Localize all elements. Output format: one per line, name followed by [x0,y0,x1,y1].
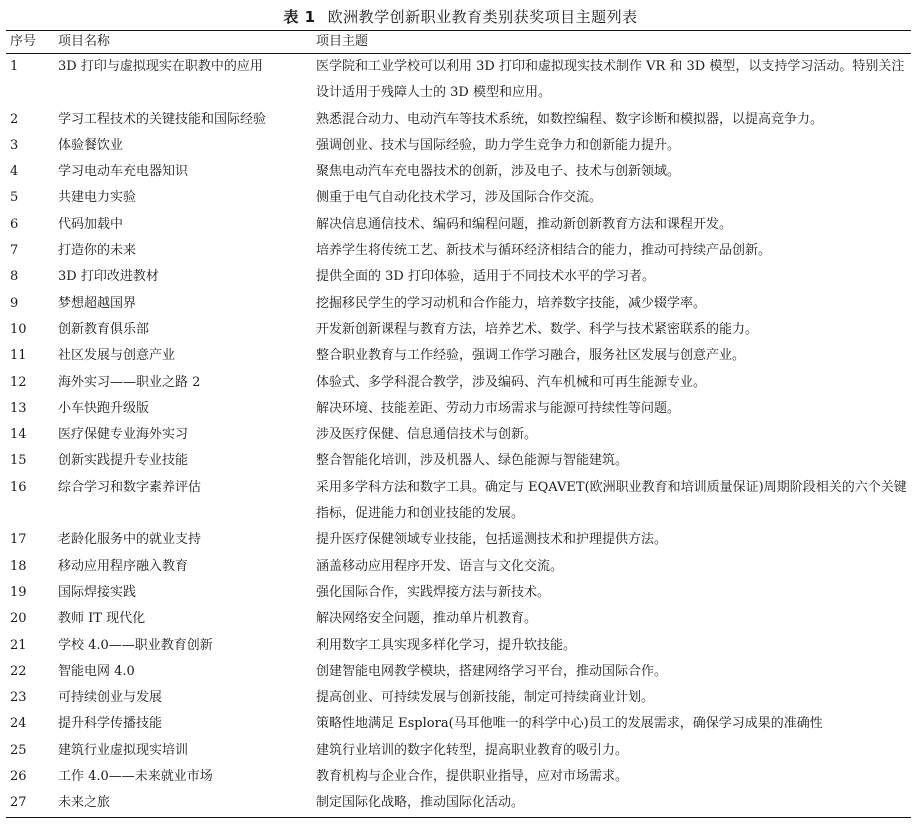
row-project-name: 智能电网 4.0 [58,663,135,679]
table-row [6,422,911,448]
row-project-name: 3D 打印与虚拟现实在职教中的应用 [58,59,263,74]
row-project-theme: 解决网络安全问题，推动单片机教育。 [316,611,538,627]
row-project-name: 创新教育俱乐部 [58,321,150,337]
table-row [6,396,911,422]
table-row [6,212,911,238]
row-project-theme: 提升医疗保健领域专业技能，包括遥测技术和护理提供方法。 [316,532,668,548]
row-project-name: 学校 4.0——职业教育创新 [58,637,213,653]
row-index: 23 [10,690,27,706]
header-project-theme: 项目主题 [316,31,911,54]
row-project-name: 小车快跑升级版 [58,400,150,416]
row-project-name: 未来之旅 [58,790,316,817]
row-project-theme: 侧重于电气自动化技术学习，涉及国际合作交流。 [316,190,603,206]
table-row [6,107,911,133]
row-project-theme: 开发新创新课程与教育方法，培养艺术、数学、科学与技术紧密联系的能力。 [316,321,759,337]
table-row [6,475,911,528]
row-project-name: 社区发展与创意产业 [58,348,176,364]
row-project-theme: 提高创业、可持续发展与创新技能，制定可持续商业计划。 [316,690,655,706]
table-row [6,238,911,264]
row-project-name: 梦想超越国界 [58,295,137,311]
row-project-name: 老龄化服务中的就业支持 [58,532,202,548]
table-caption [6,6,915,30]
row-project-name: 提升科学传播技能 [58,716,163,732]
row-index: 13 [10,400,27,416]
table-row [6,370,911,396]
row-project-name: 共建电力实验 [58,190,137,206]
table-body [6,54,911,818]
table-label: 表 1 [283,8,316,26]
row-project-theme: 涉及医疗保健、信息通信技术与创新。 [316,427,538,443]
row-index: 3 [10,137,19,153]
table-row [6,185,911,211]
row-index: 7 [10,243,19,259]
row-project-theme: 培养学生将传统工艺、新技术与循环经济相结合的能力，推动可持续产品创新。 [316,243,772,259]
row-project-name: 学习电动车充电器知识 [58,164,189,180]
row-index: 22 [10,663,27,679]
row-project-theme: 利用数字工具实现多样化学习，提升软技能。 [316,637,577,653]
row-project-theme: 挖掘移民学生的学习动机和合作能力，培养数字技能，减少辍学率。 [316,295,707,311]
row-index: 24 [10,716,27,732]
row-project-theme: 整合智能化培训，涉及机器人、绿色能源与智能建筑。 [316,453,629,469]
table-row [6,264,911,290]
row-index: 10 [10,321,27,337]
row-project-theme: 强化国际合作，实践焊接方法与新技术。 [316,584,551,600]
row-project-theme: 涵盖移动应用程序开发、语言与文化交流。 [316,558,564,574]
row-index: 2 [10,111,19,127]
row-project-name: 可持续创业与发展 [58,690,163,706]
row-index: 8 [10,269,19,285]
row-index: 21 [10,637,27,653]
row-project-name: 建筑行业虚拟现实培训 [58,742,189,758]
row-project-name: 体验餐饮业 [58,137,124,153]
row-index: 26 [10,769,27,785]
header-project-name: 项目名称 [58,31,316,54]
row-index: 6 [10,216,19,232]
header-index: 序号 [6,31,58,54]
table-row [6,738,911,764]
table-row [6,554,911,580]
row-project-name: 海外实习——职业之路 2 [58,374,201,390]
row-project-theme: 解决信息通信技术、编码和编程问题，推动新创新教育方法和课程开发。 [316,216,733,232]
row-index: 19 [10,584,27,600]
row-index: 18 [10,558,27,574]
table-row [6,317,911,343]
row-project-theme: 建筑行业培训的数字化转型，提高职业教育的吸引力。 [316,742,629,758]
table-row [6,790,911,817]
row-project-theme: 创建智能电网教学模块，搭建网络学习平台，推动国际合作。 [316,663,668,679]
row-index: 12 [10,374,27,390]
row-index: 16 [10,479,27,495]
row-project-name: 国际焊接实践 [58,584,137,600]
row-project-theme: 体验式、多学科混合教学，涉及编码、汽车机械和可再生能源专业。 [316,374,707,390]
row-project-name: 移动应用程序融入教育 [58,558,189,574]
row-index: 15 [10,453,27,469]
table-row [6,291,911,317]
row-project-theme: 教育机构与企业合作，提供职业指导，应对市场需求。 [316,769,629,785]
header-row [6,31,911,54]
row-index: 27 [6,790,58,817]
row-index: 17 [10,532,27,548]
table-row [6,527,911,553]
row-index: 11 [10,348,27,364]
row-index: 5 [10,190,19,206]
row-project-name: 3D 打印改进教材 [58,269,159,285]
table-row [6,343,911,369]
row-project-theme: 医学院和工业学校可以利用 3D 打印和虚拟现实技术制作 VR 和 3D 模型，以支持学习活动。特别关注设计适用于残障人士的 3D 模型和应用。 [316,59,905,101]
table-row [6,764,911,790]
row-project-name: 打造你的未来 [58,243,137,259]
table-row [6,54,911,107]
row-project-name: 学习工程技术的关键技能和国际经验 [58,111,267,127]
row-project-name: 教师 IT 现代化 [58,611,146,627]
row-project-name: 代码加载中 [58,216,124,232]
row-index: 25 [10,742,27,758]
table-row [6,633,911,659]
row-project-theme: 采用多学科方法和数字工具。确定与 EQAVET(欧洲职业教育和培训质量保证)周期阶段相关的六个关键指标，促进能力和创业技能的发展。 [316,479,907,522]
row-project-theme: 制定国际化战略，推动国际化活动。 [316,790,911,817]
table-title: 欧洲教学创新职业教育类别获奖项目主题列表 [327,8,638,26]
table-row [6,580,911,606]
row-project-theme: 聚焦电动汽车充电器技术的创新，涉及电子、技术与创新领域。 [316,164,681,180]
row-index: 20 [10,611,27,627]
table-row [6,685,911,711]
row-project-theme: 策略性地满足 Esplora(马耳他唯一的科学中心)员工的发展需求，确保学习成果的准确性 [316,716,823,732]
row-project-name: 工作 4.0——未来就业市场 [58,769,213,785]
row-index: 1 [10,59,19,74]
row-index: 14 [10,427,27,443]
table-row [6,711,911,737]
row-index: 4 [10,164,19,180]
table-header [6,31,911,54]
row-project-name: 创新实践提升专业技能 [58,453,189,469]
row-index: 9 [10,295,19,311]
row-project-theme: 整合职业教育与工作经验，强调工作学习融合，服务社区发展与创意产业。 [316,348,746,364]
row-project-theme: 熟悉混合动力、电动汽车等技术系统，如数控编程、数字诊断和模拟器，以提高竞争力。 [316,111,824,127]
table-row [6,133,911,159]
row-project-theme: 提供全面的 3D 打印体验，适用于不同技术水平的学习者。 [316,269,655,285]
table-row [6,159,911,185]
table-row [6,448,911,474]
awards-table [6,30,911,818]
table-row [6,659,911,685]
row-project-name: 综合学习和数字素养评估 [58,479,202,495]
table-row [6,606,911,632]
row-project-theme: 强调创业、技术与国际经验，助力学生竞争力和创新能力提升。 [316,137,681,153]
row-project-name: 医疗保健专业海外实习 [58,427,189,443]
row-project-theme: 解决环境、技能差距、劳动力市场需求与能源可持续性等问题。 [316,400,681,416]
